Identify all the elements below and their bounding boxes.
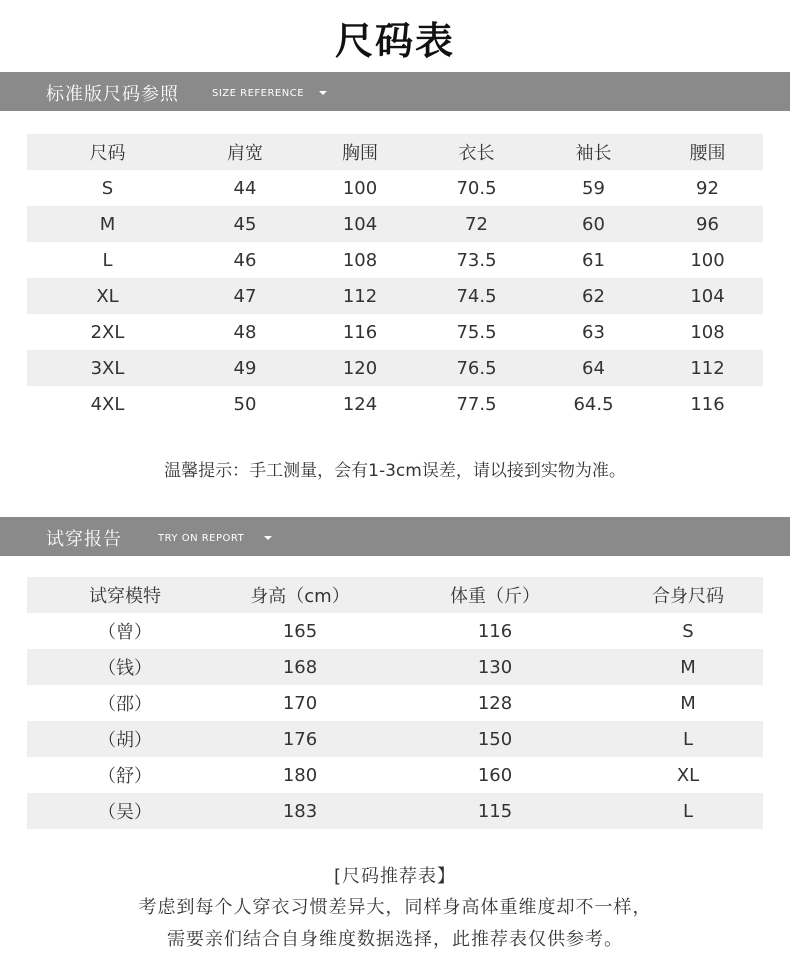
caret-down-icon	[264, 536, 272, 540]
table-row	[27, 278, 763, 314]
table-cell: 112	[302, 278, 418, 314]
table-cell: 104	[652, 278, 763, 314]
try-on-report-subtitle: TRY ON REPORT	[158, 533, 245, 544]
table-cell: 64.5	[573, 393, 614, 415]
table-cell: 44	[233, 177, 257, 199]
table-cell: 130	[377, 649, 613, 685]
table-cell: （胡）	[27, 721, 223, 757]
table-cell: 170	[282, 692, 318, 714]
table-cell: 72	[418, 206, 535, 242]
page-title: 尺码表	[334, 19, 455, 63]
table-cell: 183	[223, 793, 377, 829]
table-header-row	[27, 577, 763, 613]
table-cell: 49	[188, 350, 302, 386]
table-cell: 46	[233, 249, 257, 271]
table-cell: 116	[477, 620, 513, 642]
table-cell: 45	[188, 206, 302, 242]
table-cell: 108	[342, 249, 378, 271]
table-row	[27, 314, 763, 350]
table-cell: 128	[477, 692, 513, 714]
size-reference-title: 标准版尺码参照	[46, 84, 179, 105]
measurement-note: 温馨提示：手工测量，会有1-3cm误差，请以接到实物为准。	[164, 461, 626, 481]
table-cell: S	[101, 177, 114, 199]
table-cell: 70.5	[456, 177, 497, 199]
table-row	[27, 170, 763, 206]
table-cell: 62	[535, 278, 652, 314]
recommendation-line-2: 需要亲们结合自身维度数据选择，此推荐表仅供参考。	[167, 929, 623, 950]
table-cell: 108	[690, 321, 725, 343]
table-row	[27, 793, 763, 829]
table-row	[27, 242, 763, 278]
table-cell: L	[613, 721, 763, 757]
table-cell: M	[27, 206, 188, 242]
table-row	[27, 649, 763, 685]
table-cell: （舒）	[98, 766, 152, 787]
table-cell: 61	[582, 249, 605, 271]
column-header: 身高（cm）	[223, 577, 377, 613]
column-header: 袖长	[535, 134, 652, 170]
table-cell: 150	[377, 721, 613, 757]
table-cell: L	[613, 793, 763, 829]
table-row	[27, 613, 763, 649]
table-cell: 116	[690, 393, 725, 415]
table-cell: 92	[696, 177, 719, 199]
table-cell: M	[613, 649, 763, 685]
table-cell: 100	[342, 177, 378, 199]
table-cell: 60	[535, 206, 652, 242]
table-cell: （钱）	[27, 649, 223, 685]
table-cell: 3XL	[27, 350, 188, 386]
column-header: 合身尺码	[613, 577, 763, 613]
table-cell: 160	[477, 764, 513, 786]
table-row	[27, 685, 763, 721]
recommendation-title: [尺码推荐表】	[333, 866, 457, 887]
column-header: 体重（斤）	[377, 577, 613, 613]
table-cell: M	[680, 692, 696, 714]
table-cell: 165	[282, 620, 318, 642]
table-cell: 75.5	[456, 321, 497, 343]
size-table	[27, 134, 763, 422]
table-row	[27, 206, 763, 242]
table-cell: 73.5	[456, 249, 497, 271]
table-cell: 59	[582, 177, 605, 199]
table-cell: XL	[27, 278, 188, 314]
try-on-report-bar	[0, 517, 790, 556]
caret-down-icon	[319, 91, 327, 95]
try-on-report-title: 试穿报告	[46, 529, 122, 550]
table-cell: L	[102, 249, 113, 271]
table-cell: 115	[377, 793, 613, 829]
table-cell: 47	[188, 278, 302, 314]
column-header: 胸围	[302, 134, 418, 170]
column-header: 试穿模特	[27, 577, 223, 613]
table-cell: 50	[233, 393, 257, 415]
table-row	[27, 350, 763, 386]
table-cell: 64	[535, 350, 652, 386]
try-on-table	[27, 577, 763, 829]
recommendation-line-1: 考虑到每个人穿衣习惯差异大，同样身高体重维度却不一样，	[138, 897, 652, 918]
table-cell: 63	[582, 321, 605, 343]
table-cell: 2XL	[90, 321, 125, 343]
column-header: 衣长	[418, 134, 535, 170]
table-cell: 168	[223, 649, 377, 685]
size-reference-bar	[0, 72, 790, 111]
table-cell: 76.5	[418, 350, 535, 386]
table-cell: （曾）	[98, 622, 152, 643]
column-header: 肩宽	[188, 134, 302, 170]
table-cell: （邵）	[98, 694, 152, 715]
table-cell: 180	[282, 764, 318, 786]
table-cell: 74.5	[418, 278, 535, 314]
table-row	[27, 721, 763, 757]
table-cell: 124	[342, 393, 378, 415]
table-cell: 112	[652, 350, 763, 386]
table-cell: 120	[302, 350, 418, 386]
table-cell: XL	[676, 764, 700, 786]
table-cell: 116	[342, 321, 378, 343]
table-row	[27, 386, 763, 422]
table-cell: 100	[690, 249, 725, 271]
table-cell: （吴）	[27, 793, 223, 829]
table-cell: 176	[223, 721, 377, 757]
size-reference-subtitle: SIZE REFERENCE	[212, 88, 305, 99]
table-cell: 48	[233, 321, 257, 343]
column-header: 腰围	[652, 134, 763, 170]
table-cell: 104	[302, 206, 418, 242]
column-header: 尺码	[27, 134, 188, 170]
table-cell: S	[682, 620, 694, 642]
table-cell: 77.5	[456, 393, 497, 415]
table-row	[27, 757, 763, 793]
table-header-row	[27, 134, 763, 170]
table-cell: 4XL	[90, 393, 125, 415]
table-cell: 96	[652, 206, 763, 242]
